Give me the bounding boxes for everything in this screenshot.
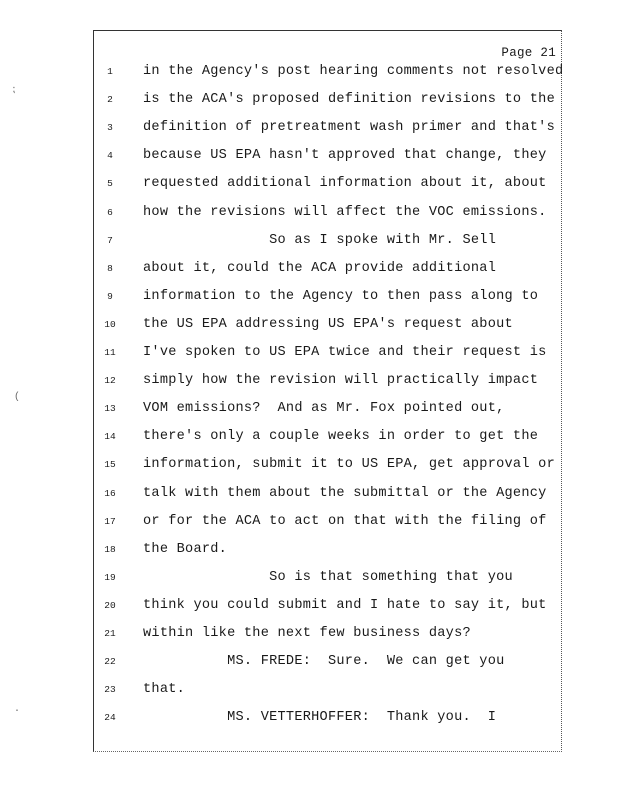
transcript-line [0, 486, 618, 506]
transcript-line [0, 176, 618, 196]
line-number: 12 [104, 375, 116, 387]
transcript-line [0, 401, 618, 421]
transcript-line [0, 457, 618, 477]
transcript-line [0, 626, 618, 646]
line-text: information to the Agency to then pass along to [143, 288, 539, 304]
line-number: 2 [107, 94, 113, 106]
transcript-line [0, 148, 618, 168]
transcript-line [0, 598, 618, 618]
line-text: in the Agency's post hearing comments not resolved [143, 64, 564, 79]
transcript-line [0, 373, 618, 393]
line-text: information, submit it to US EPA, get approval or [143, 457, 555, 473]
transcript-line [0, 233, 618, 253]
line-number: 22 [104, 656, 116, 668]
margin-mark: ⁏ [12, 85, 16, 96]
transcript-line [0, 261, 618, 281]
transcript-line [0, 289, 618, 309]
line-text: how the revisions will affect the VOC emissions. [143, 204, 547, 220]
line-number: 17 [104, 515, 116, 527]
transcript-line [0, 514, 618, 534]
line-text: the US EPA addressing US EPA's request about [143, 316, 513, 332]
line-text: about it, could the ACA provide additional [143, 260, 497, 276]
transcript-line [0, 205, 618, 225]
line-number: 21 [104, 628, 116, 639]
line-text: MS. FREDE: Sure. We can get you [143, 654, 505, 670]
line-text: is the ACA's proposed definition revisions to the [143, 92, 555, 108]
line-text: within like the next few business days? [143, 626, 471, 641]
line-text: I've spoken to US EPA twice and their request is [143, 345, 547, 360]
line-number: 4 [107, 150, 113, 162]
line-number: 11 [104, 347, 116, 358]
line-text: MS. VETTERHOFFER: Thank you. I [143, 710, 497, 726]
transcript-line [0, 345, 618, 365]
line-text: the Board. [143, 541, 228, 557]
line-number: 20 [104, 599, 116, 611]
line-text: VOM emissions? And as Mr. Fox pointed out, [143, 401, 505, 417]
line-number: 24 [104, 712, 116, 724]
margin-mark: · [14, 706, 21, 717]
line-text: So as I spoke with Mr. Sell [143, 232, 497, 248]
line-number: 19 [104, 571, 116, 583]
line-text: requested additional information about it, about [143, 176, 547, 192]
line-number: 7 [107, 234, 113, 246]
line-number: 18 [104, 543, 116, 555]
margin-mark: ( [14, 392, 21, 403]
line-number: 5 [107, 178, 113, 190]
line-number: 23 [104, 684, 116, 696]
line-text: or for the ACA to act on that with the filing of [143, 513, 547, 529]
transcript-line [0, 570, 618, 590]
page-number: Page 21 [501, 46, 556, 60]
line-text: that. [143, 682, 186, 698]
line-number: 1 [107, 66, 113, 77]
line-number: 3 [107, 122, 113, 134]
transcript-line [0, 542, 618, 562]
line-text: talk with them about the submittal or the Agency [143, 485, 547, 501]
transcript-line [0, 120, 618, 140]
line-number: 8 [107, 262, 113, 274]
line-number: 6 [107, 206, 113, 218]
transcript-line [0, 92, 618, 112]
transcript-line [0, 429, 618, 449]
line-text: So is that something that you [143, 569, 513, 585]
transcript-line [0, 682, 618, 702]
transcript-line [0, 710, 618, 730]
transcript-line [0, 317, 618, 337]
line-number: 15 [104, 459, 116, 471]
line-text: there's only a couple weeks in order to get the [143, 429, 539, 445]
line-text: definition of pretreatment wash primer and that's [143, 120, 555, 136]
line-number: 9 [107, 290, 113, 302]
transcript-line [0, 654, 618, 674]
line-text: think you could submit and I hate to say it, but [143, 597, 547, 613]
line-number: 10 [104, 318, 116, 330]
transcript-line [0, 64, 618, 84]
line-number: 16 [104, 487, 116, 499]
line-text: because US EPA hasn't approved that change, they [143, 148, 547, 164]
line-number: 14 [104, 431, 116, 443]
line-number: 13 [104, 403, 116, 415]
line-text: simply how the revision will practically impact [143, 373, 539, 389]
